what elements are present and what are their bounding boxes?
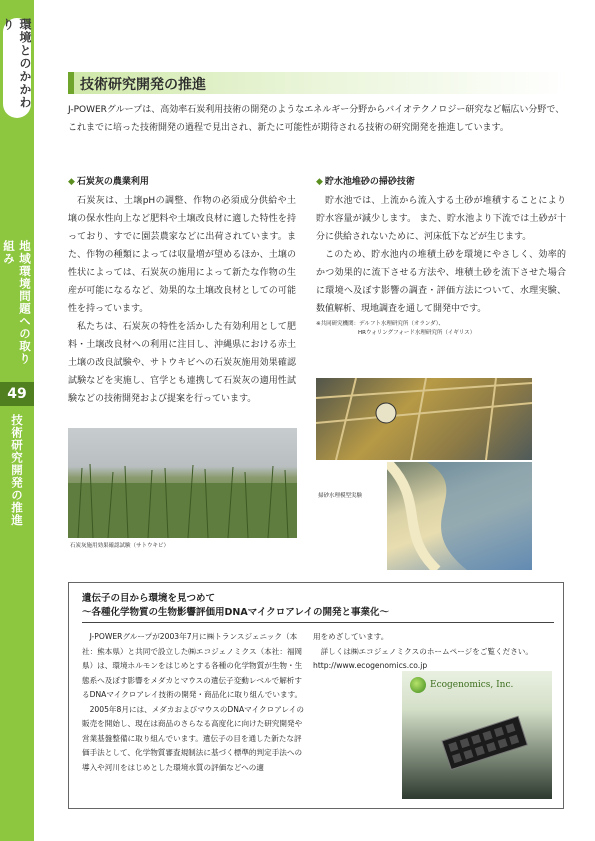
left-paragraph-2: 私たちは、石炭灰の特性を活かした有効利用として肥料・土壌改良材への利用に注目し、沖縄県における赤土土壌の改良試験や、サトウキビへの石炭灰施用効果確認試験などを実施し、官学とも連携して石炭灰の適用性試験などの技術開発および提案を行っています。 xyxy=(68,322,296,404)
intro-paragraph: J-POWERグループは、高効率石炭利用技術の開発のようなエネルギー分野からバイオテクノロジー研究など幅広い分野で、これまでに培った技術開発の過程で見出され、新たに可能性が期待される技術の研究開発を推進しています。 xyxy=(68,105,565,133)
feature-box-paragraph-4: 詳しくは㈱エコジェノミクスのホームページをご覧ください。 xyxy=(320,646,533,656)
page-number: 49 xyxy=(0,382,34,406)
right-paragraph-1: 貯水池では、上流から流入する土砂が堆積することにより貯水容量が減少します。 また、貯水池より下流では土砂が十分に供給されないために、河床低下などが生じます。 xyxy=(316,196,566,242)
feature-box-right-text xyxy=(313,630,558,674)
sidebar-top-tab xyxy=(3,18,31,118)
feature-box-subtitle: ～各種化学物質の生物影響評価用DNAマイクロアレイの開発と事業化～ xyxy=(82,607,389,618)
sidebar-top-label: 環境とのかかわり xyxy=(1,18,32,109)
research-partner-note-line-1: ※共同研究機関：デルフト水理研究所（オランダ）、 xyxy=(316,321,445,327)
sidebar-subsection xyxy=(0,414,34,554)
hydraulic-model-illustration-bottom xyxy=(387,462,532,570)
feature-box-left-text xyxy=(82,630,304,775)
ecogenomics-logo-text: Ecogenomics, Inc. xyxy=(430,680,514,690)
left-section-title-text: 石炭灰の農業利用 xyxy=(76,177,149,187)
sidebar-sub-label: 技術研究開発の推進 xyxy=(10,414,24,527)
right-column xyxy=(316,173,566,338)
left-paragraph-1: 石炭灰は、土壌pHの調整、作物の必須成分供給や土壌の保水性向上など肥料や土壌改良材に適した特性を持っており、すでに園芸農家などに出荷されています。また、作物の種類によっては収量増が望めるほか、土壌の性状によっては、石炭灰の施用によって新たな作物の生産が可能になるなど、効果的な土壌改良材としての可能性を持っています。 xyxy=(68,196,296,314)
left-column xyxy=(68,173,296,408)
hydraulic-model-caption: 掃砂水理模型実験 xyxy=(318,493,363,499)
sidebar xyxy=(0,0,34,841)
sugarcane-photo xyxy=(68,428,297,538)
left-section-title xyxy=(68,173,296,191)
right-paragraph-2: このため、貯水池内の堆積土砂を環境にやさしく、効率的かつ効果的に流下させる方法や、堆積土砂を流下させた場合に環境へ及ぼす影響の調査・評価方法について、水理実験、数値解析、現地調査を通して開発中です。 xyxy=(316,250,566,314)
page-title: 技術研究開発の推進 xyxy=(80,77,206,93)
hydraulic-model-illustration-top xyxy=(316,378,532,460)
research-partner-note xyxy=(316,320,566,338)
diamond-icon: ◆ xyxy=(68,177,75,187)
feature-box-paragraph-2: 2005年8月には、メダカおよびマウスのDNAマイクロアレイの販売を開始し、現在は商品のさらなる高度化に向けた研究開発や営業基盤整備に取り組んでいます。遺伝子の目を通した新たな評価手法として、化学物質審査規制法に基づく標準的判定手法への導入や河川をはじめとした環境水質の評価などへの適 xyxy=(82,704,304,772)
ecogenomics-photo xyxy=(402,671,552,799)
heading-marker xyxy=(68,72,74,94)
right-section-title-text: 貯水池堆砂の掃砂技術 xyxy=(324,177,415,187)
feature-box-paragraph-3: 用をめざしています。 xyxy=(313,632,389,641)
feature-box-title: 遺伝子の目から環境を見つめて xyxy=(82,593,216,604)
hydraulic-model-photo-bottom xyxy=(387,462,532,570)
diamond-icon: ◆ xyxy=(316,177,323,187)
ecogenomics-url-link[interactable]: http://www.ecogenomics.co.jp xyxy=(313,661,428,670)
sidebar-section-label: 地域環境問題への取り組み xyxy=(2,240,32,365)
right-section-title xyxy=(316,173,566,191)
microarray-illustration xyxy=(402,671,552,799)
sidebar-section xyxy=(0,240,34,370)
sugarcane-field-illustration xyxy=(68,428,297,538)
feature-box-divider xyxy=(82,622,554,623)
sugarcane-photo-caption: 石炭灰施用効果確認試験（サトウキビ） xyxy=(70,543,170,549)
research-partner-note-line-2: HRウォリングフォード水理研究所（イギリス） xyxy=(358,330,476,336)
feature-box-paragraph-1: J-POWERグループが2003年7月に㈱トランスジェニック（本社：熊本県）と共同で設立した㈱エコジェノミクス（本社：福岡県）は、環境ホルモンをはじめとする各種の化学物質が生物・生態系へ及ぼす影響をメダカとマウスの遺伝子変動レベルで解析するDNAマイクロアレイ技術の開発・商品化に取り組んでいます。 xyxy=(82,632,303,699)
hydraulic-model-photo-top xyxy=(316,378,532,460)
